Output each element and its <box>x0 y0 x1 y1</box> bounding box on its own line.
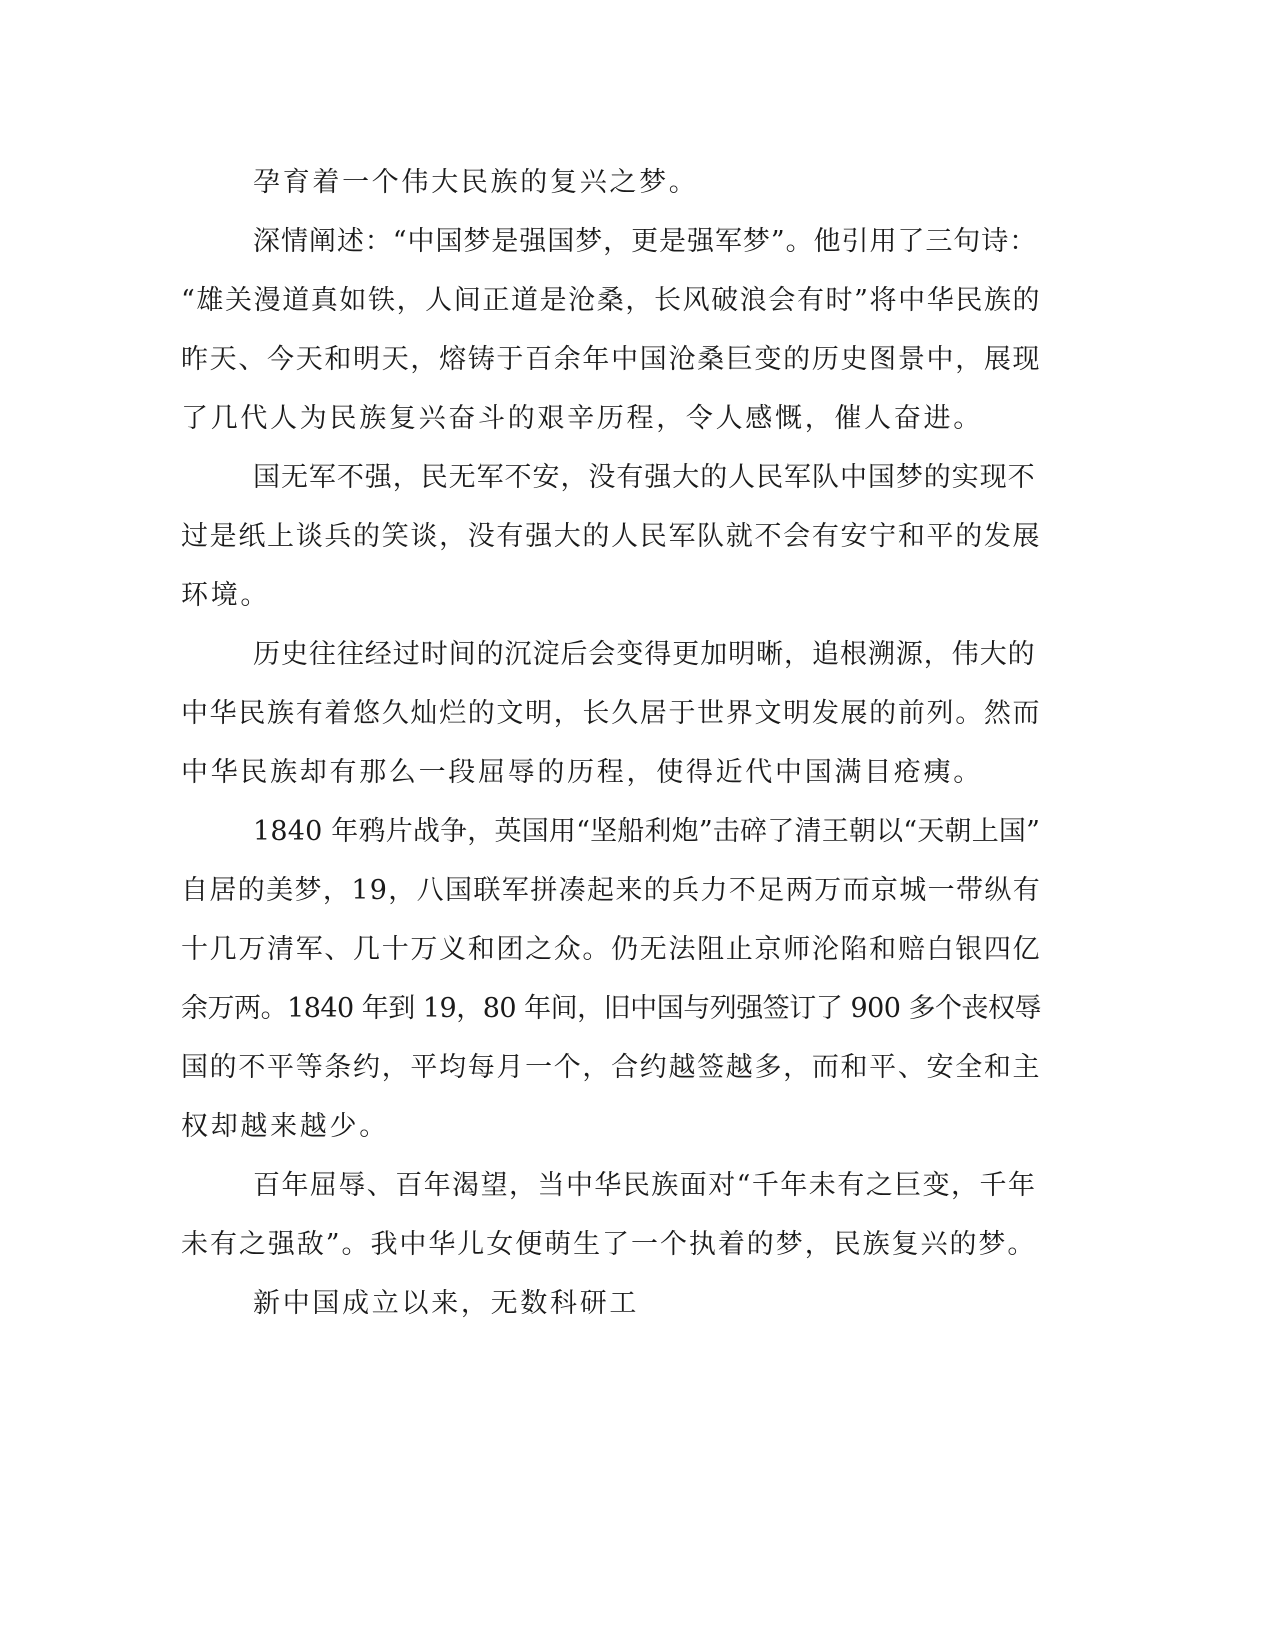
text-line: 了几代人为民族复兴奋斗的艰辛历程，令人感慨，催人奋进。 <box>181 403 983 434</box>
text-line: “雄关漫道真如铁，人间正道是沧桑，长风破浪会有时”将中华民族的 <box>181 285 1041 316</box>
text-line: 中华民族有着悠久灿烂的文明，长久居于世界文明发展的前列。然而 <box>181 698 1041 729</box>
text-line: 过是纸上谈兵的笑谈，没有强大的人民军队就不会有安宁和平的发展 <box>181 521 1041 552</box>
text-line: 国无军不强，民无军不安，没有强大的人民军队中国梦的实现不 <box>253 462 1036 493</box>
text-line: 十几万清军、几十万义和团之众。仍无法阻止京师沦陷和赔白银四亿 <box>181 934 1041 965</box>
text-line: 权却越来越少。 <box>181 1111 389 1142</box>
text-line: 历史往往经过时间的沉淀后会变得更加明晰，追根溯源，伟大的 <box>253 639 1036 670</box>
text-line: 新中国成立以来，无数科研工 <box>253 1288 640 1319</box>
text-line: 余万两。1840 年到 19，80 年间，旧中国与列强签订了 900 多个丧权辱 <box>181 993 1041 1024</box>
text-line: 环境。 <box>181 580 271 611</box>
text-line: 自居的美梦，19，八国联军拼凑起来的兵力不足两万而京城一带纵有 <box>181 875 1041 906</box>
text-line: 中华民族却有那么一段屈辱的历程，使得近代中国满目疮痍。 <box>181 757 983 788</box>
document-body <box>181 153 1041 1333</box>
text-line: 百年屈辱、百年渴望，当中华民族面对“千年未有之巨变，千年 <box>253 1170 1037 1201</box>
text-line: 1840 年鸦片战争，英国用“坚船利炮”击碎了清王朝以“天朝上国” <box>253 816 1041 847</box>
text-line: 昨天、今天和明天，熔铸于百余年中国沧桑巨变的历史图景中，展现 <box>181 344 1041 375</box>
text-line: 孕育着一个伟大民族的复兴之梦。 <box>253 167 699 198</box>
text-line: 国的不平等条约，平均每月一个，合约越签越多，而和平、安全和主 <box>181 1052 1041 1083</box>
text-line: 未有之强敌”。我中华儿女便萌生了一个执着的梦，民族复兴的梦。 <box>181 1229 1037 1260</box>
text-line: 深情阐述：“中国梦是强国梦，更是强军梦”。他引用了三句诗： <box>253 226 1038 257</box>
